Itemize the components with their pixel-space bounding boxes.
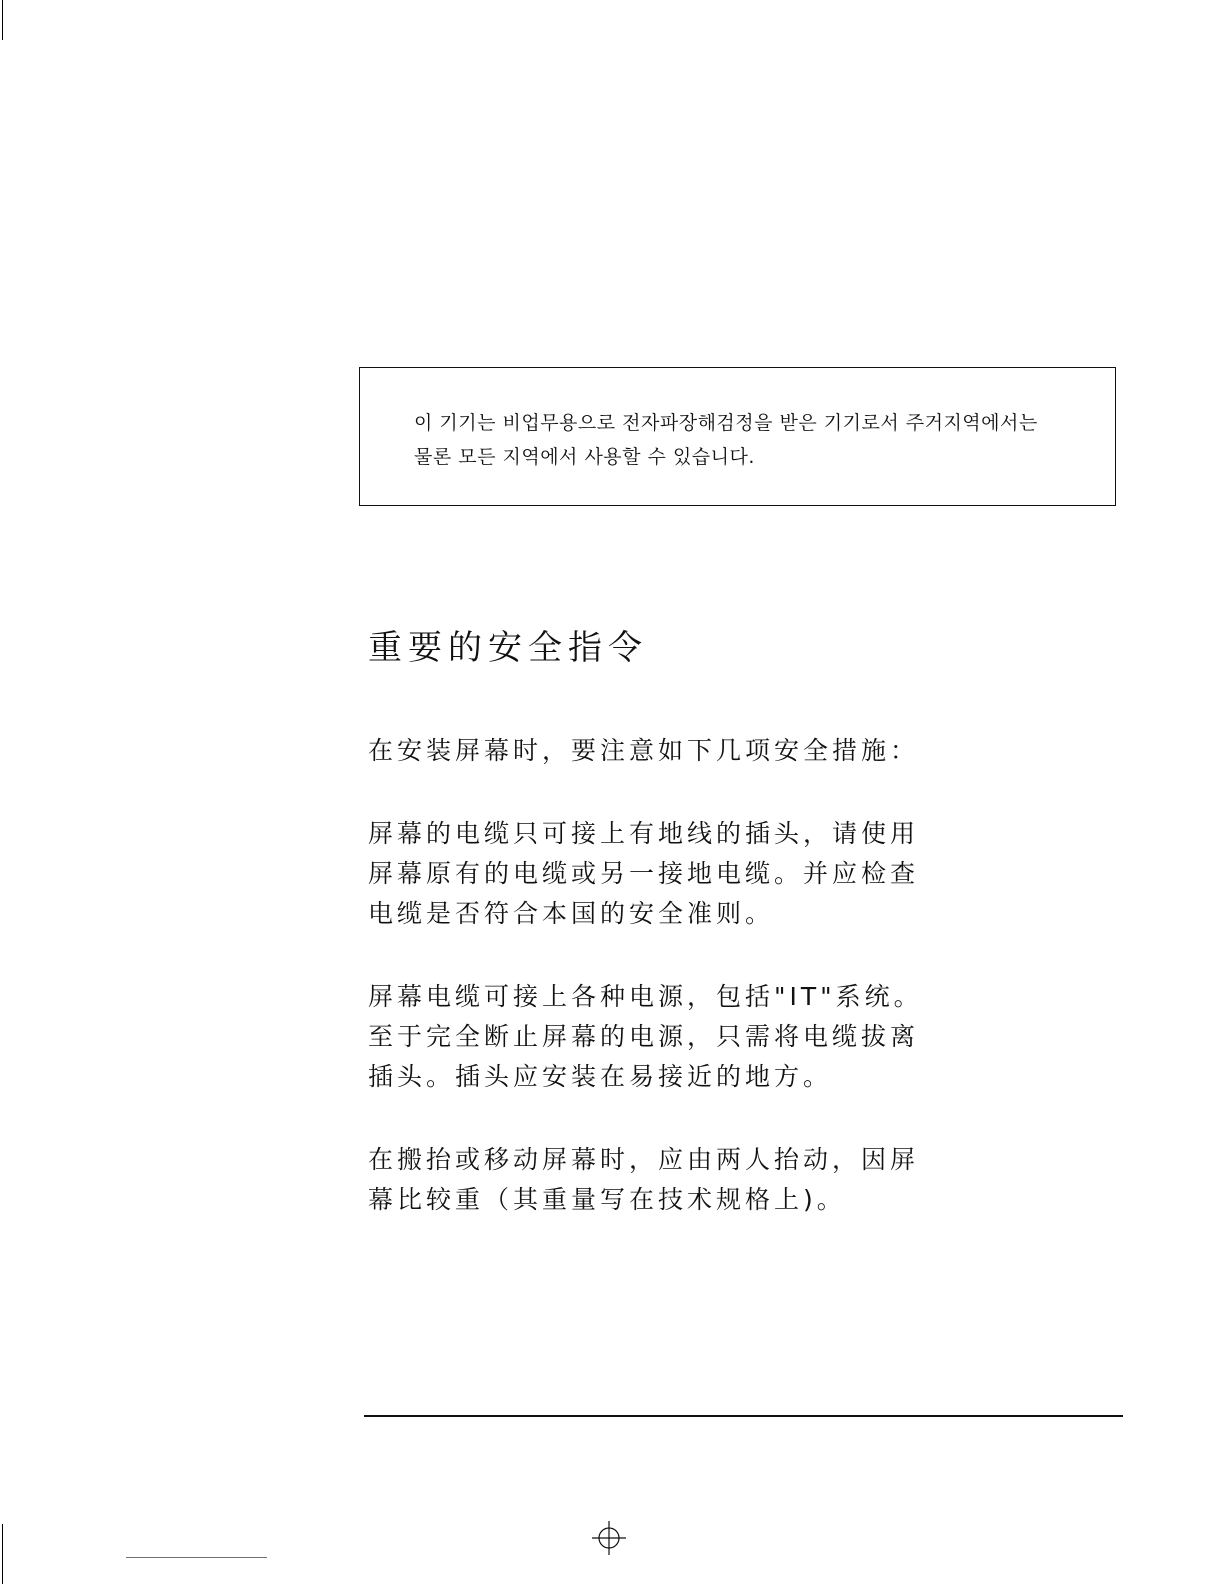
paragraph-2-line-1: 屏幕电缆可接上各种电源，包括"IT"系统。 [368, 982, 923, 1011]
korean-notice-line-1: 이 기기는 비업무용으로 전자파장해검정을 받은 기기로서 주거지역에서는 [414, 412, 1038, 434]
bottom-rule-divider [364, 1415, 1123, 1417]
safety-instructions-section [368, 620, 933, 1263]
registration-mark-icon [592, 1521, 626, 1555]
crop-mark-bottom-left [2, 1524, 3, 1584]
safety-intro-line: 在安装屏幕时，要注意如下几项安全措施： [368, 736, 920, 765]
safety-paragraph-3 [368, 1140, 933, 1220]
paragraph-2-line-3: 插头。插头应安装在易接近的地方。 [368, 1062, 833, 1091]
safety-paragraph-2 [368, 977, 933, 1097]
paragraph-3-line-1: 在搬抬或移动屏幕时，应由两人抬动，因屏 [368, 1145, 920, 1174]
safety-heading: 重要的安全指令 [368, 628, 648, 668]
footer-blue-rule [126, 1557, 267, 1558]
korean-notice-line-2: 물론 모든 지역에서 사용할 수 있습니다. [414, 446, 755, 468]
safety-paragraph-1 [368, 814, 933, 934]
paragraph-1-line-2: 屏幕原有的电缆或另一接地电缆。并应检查 [368, 859, 920, 888]
crop-mark-top-left [2, 0, 3, 40]
paragraph-1-line-3: 电缆是否符合本国的安全准则。 [368, 899, 775, 928]
paragraph-1-line-1: 屏幕的电缆只可接上有地线的插头，请使用 [368, 819, 920, 848]
paragraph-3-line-2: 幕比较重（其重量写在技术规格上)。 [368, 1185, 846, 1214]
safety-intro [368, 731, 933, 771]
paragraph-2-line-2: 至于完全断止屏幕的电源，只需将电缆拔离 [368, 1022, 920, 1051]
korean-notice-box [359, 367, 1116, 506]
